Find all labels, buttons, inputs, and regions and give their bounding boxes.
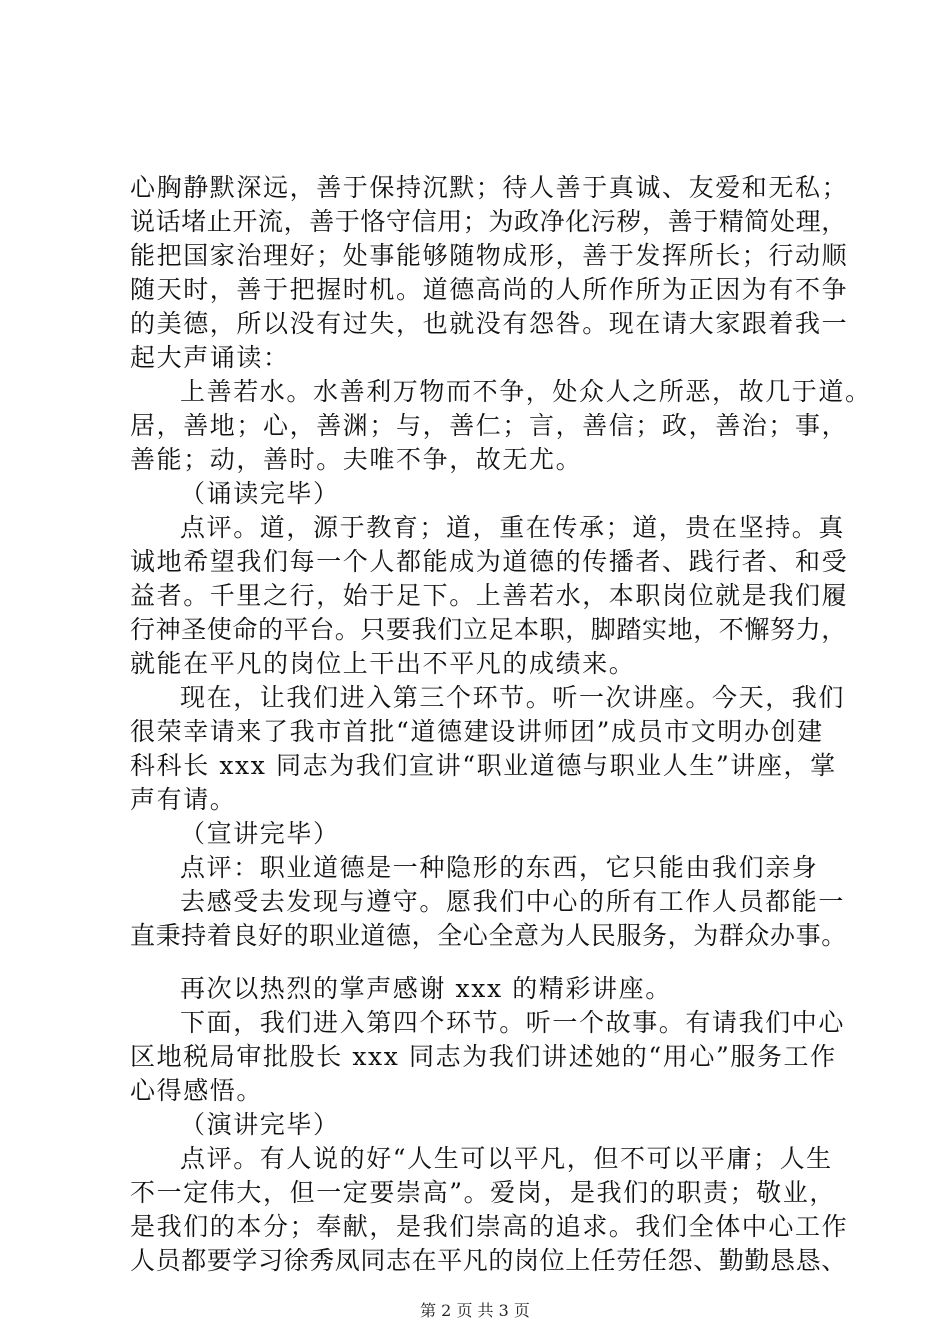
text-line: 就能在平凡的岗位上干出不平凡的成绩来。 xyxy=(130,649,636,678)
text-line: 下面，我们进入第四个环节。听一个故事。有请我们中心 xyxy=(180,1008,846,1037)
text-line: 益者。千里之行，始于足下。上善若水，本职岗位就是我们履 xyxy=(130,581,849,610)
text-line: （诵读完毕） xyxy=(180,479,340,508)
text-line: 不一定伟大，但一定要崇高”。爱岗，是我们的职责；敬业， xyxy=(130,1178,836,1207)
page-number-footer: 第 2 页 共 3 页 xyxy=(420,1301,530,1320)
text-line: 科科长 xxx 同志为我们宣讲“职业道德与职业人生”讲座，掌 xyxy=(130,751,837,780)
text-line: 随天时，善于把握时机。道德高尚的人所作所为正因为有不争 xyxy=(130,275,849,304)
text-line: 现在，让我们进入第三个环节。听一次讲座。今天，我们 xyxy=(180,683,846,712)
text-line: 上善若水。水善利万物而不争，处众人之所恶，故几于道。 xyxy=(180,377,872,406)
text-line: （宣讲完毕） xyxy=(180,819,340,848)
text-line: 居，善地；心，善渊；与，善仁；言，善信；政，善治；事， xyxy=(130,411,849,440)
text-line: 人员都要学习徐秀凤同志在平凡的岗位上任劳任怨、勤勤恳恳、 xyxy=(130,1246,847,1275)
text-line: 善能；动，善时。夫唯不争，故无尤。 xyxy=(130,445,583,474)
text-line: 说话堵止开流，善于恪守信用；为政净化污秽，善于精简处理， xyxy=(130,207,847,236)
text-line: 心得感悟。 xyxy=(130,1076,264,1105)
text-line: 声有请。 xyxy=(130,785,237,814)
text-line: 区地税局审批股长 xxx 同志为我们讲述她的“用心”服务工作 xyxy=(130,1042,837,1071)
text-line: 的美德，所以没有过失，也就没有怨咎。现在请大家跟着我一 xyxy=(130,309,849,338)
text-line: 点评。有人说的好“人生可以平凡，但不可以平庸；人生 xyxy=(180,1144,833,1173)
text-line: 是我们的本分；奉献，是我们崇高的追求。我们全体中心工作 xyxy=(130,1212,849,1241)
text-line: 诚地希望我们每一个人都能成为道德的传播者、践行者、和受 xyxy=(130,547,849,576)
text-line: 点评：职业道德是一种隐形的东西，它只能由我们亲身 xyxy=(180,853,819,882)
text-line: （演讲完毕） xyxy=(180,1110,340,1139)
text-line: 点评。道，源于教育；道，重在传承；道，贵在坚持。真 xyxy=(180,513,846,542)
text-line: 能把国家治理好；处事能够随物成形，善于发挥所长；行动顺 xyxy=(130,241,849,270)
text-line: 起大声诵读： xyxy=(130,343,290,372)
text-line: 行神圣使命的平台。只要我们立足本职，脚踏实地，不懈努力， xyxy=(130,615,847,644)
text-line: 去感受去发现与遵守。愿我们中心的所有工作人员都能一 xyxy=(180,887,846,916)
text-line: 再次以热烈的掌声感谢 xxx 的精彩讲座。 xyxy=(180,974,672,1003)
text-line: 直秉持着良好的职业道德，全心全意为人民服务，为群众办事。 xyxy=(130,921,847,950)
text-line: 心胸静默深远，善于保持沉默；待人善于真诚、友爱和无私； xyxy=(130,173,849,202)
text-line: 很荣幸请来了我市首批“道德建设讲师团”成员市文明办创建 xyxy=(130,717,824,746)
